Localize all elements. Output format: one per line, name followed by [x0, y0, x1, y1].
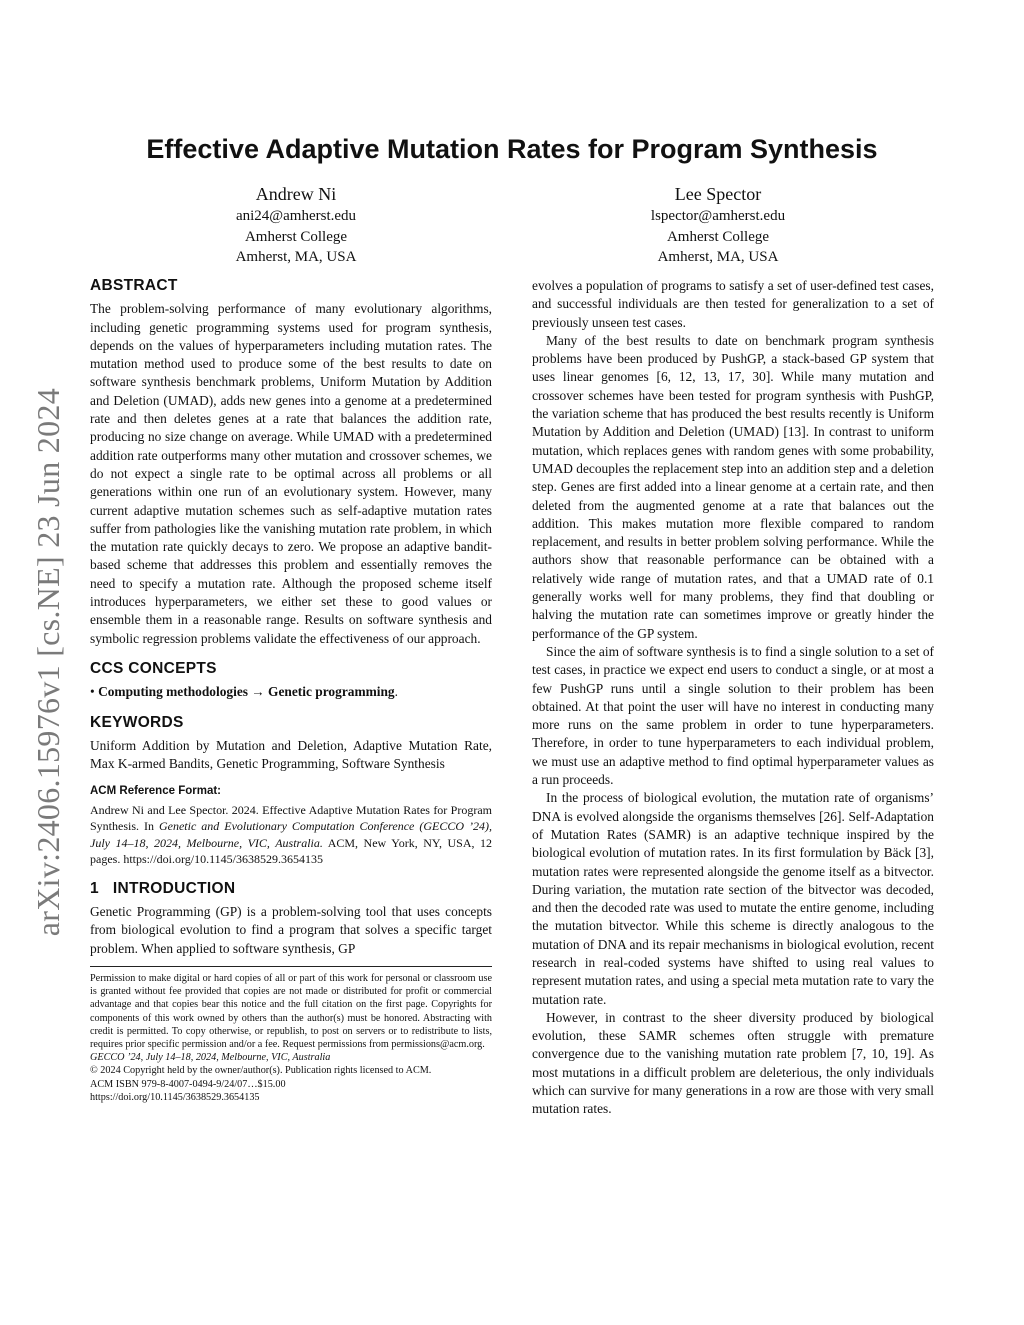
- isbn-line: ACM ISBN 979-8-4007-0494-9/24/07…$15.00: [90, 1078, 286, 1090]
- introduction-paragraph-2: Many of the best results to date on benchmark program synthesis problems have been produced by PushGP, a stack-based GP system that uses linear genomes [6, 12, 13, 17, 30]. While many mutation and crossover schemes have been tested for program synthesis with PushGP, the variation scheme that has produced the best results recently is Uniform Mutation by Addition and Deletion (UMAD) [13]. In contrast to uniform mutation, which replaces genes with random genes with some probability, UMAD decouples the replacement step into an addition step and a deletion step. Genes are first added into a linear genome at a certain rate, and then deleted from the augmented genome at a rate that balances out the addition. This makes mutation more flexible compared to random replacement, and results in better problem solving performance. While the authors show that reasonable performance can be obtained with a relatively wide range of mutation rates, and that a UMAD rate of 0.1 generally works well for many problems, they find that doubling or halving the mutation rate can sometimes improve or greatly hinder the performance of the GP system.: [532, 332, 934, 641]
- ccs-heading: CCS CONCEPTS: [90, 659, 217, 677]
- ccs-concepts: • Computing methodologies → Genetic programming.: [90, 684, 398, 700]
- acm-reference-heading: ACM Reference Format:: [90, 785, 221, 798]
- introduction-paragraph-1: Genetic Programming (GP) is a problem-solving tool that uses concepts from biological evolution to find a program that solves a specific target problem. When applied to software synthesis, GP: [90, 904, 492, 956]
- introduction-heading: 1 INTRODUCTION: [90, 879, 236, 897]
- left-column: [90, 277, 492, 1104]
- author-name: Lee Spector: [674, 184, 762, 204]
- keywords-heading: KEYWORDS: [90, 713, 184, 731]
- author-name: Andrew Ni: [255, 184, 337, 204]
- author-block-1: [136, 182, 456, 268]
- author-affiliation: Amherst College: [666, 228, 770, 245]
- author-email: lspector@amherst.edu: [650, 208, 786, 224]
- acm-reference-venue: Genetic and Evolutionary Computation Conference (GECCO ’24), July 14–18, 2024, Melbourne, VIC, Australia.: [90, 819, 492, 850]
- ccs-concept: Computing methodologies → Genetic programming: [98, 684, 395, 700]
- arxiv-identifier: arXiv:2406.15976v1 [cs.NE] 23 Jun 2024: [29, 388, 66, 937]
- author-location: Amherst, MA, USA: [235, 249, 357, 265]
- arxiv-watermark: [28, 0, 68, 1325]
- permission-notice: Permission to make digital or hard copies of all or part of this work for personal or classroom use is granted without fee provided that copies are not made or distributed for profit or commercial advantage and that copies bear this notice and the full citation on the first page. Copyrights for components of this work owned by others than the author(s) must be honored. Abstracting with credit is permitted. To copy otherwise, or republish, to post on servers or to redistribute to lists, requires prior specific permission and/or a fee. Request permissions from permissions@acm.org.: [90, 972, 492, 1050]
- abstract-heading: ABSTRACT: [90, 277, 178, 294]
- doi-line: https://doi.org/10.1145/3638529.3654135: [90, 1091, 260, 1103]
- author-affiliation: Amherst College: [244, 228, 348, 245]
- author-email: ani24@amherst.edu: [235, 208, 357, 224]
- introduction-paragraph-1-continued: evolves a population of programs to satisfy a set of user-defined test cases, and successful individuals are then tested for generalization to a set of previously unseen test cases.: [532, 278, 934, 330]
- abstract-text: The problem-solving performance of many evolutionary algorithms, including genetic programming systems used for program synthesis, depends on the values of hyperparameters including mutation rates. The mutation method used to produce some of the best results to date on software synthesis benchmark problems, Uniform Mutation by Addition and Deletion (UMAD), adds new genes into a genome at a predetermined rate and then deletes genes at a rate that balances the addition rate, producing no size change on average. While UMAD with a predetermined addition rate outperforms many other mutation and crossover schemes, we do not expect a single rate to be optimal across all problems or all generations within one run of an evolutionary system. However, many current adaptive mutation schemes such as self-adaptive mutation rates suffer from pathologies like the vanishing mutation rate problem, in which the mutation rate quickly decays to zero. We propose an adaptive bandit-based scheme that addresses this problem and essentially removes the need to specify a mutation rate. Although the proposed scheme itself introduces hyperparameters, we either set these to good values or ensemble them in a reasonable range. Results on software synthesis and symbolic regression problems validate the effectiveness of our approach.: [90, 301, 492, 646]
- conference-line: GECCO ’24, July 14–18, 2024, Melbourne, VIC, Australia: [90, 1052, 331, 1064]
- introduction-paragraph-4: In the process of biological evolution, the mutation rate of organisms’ DNA is evolved alongside the organisms themselves [26]. Self-Adaptation of Mutation Rates (SAMR) is an adaptive technique inspired by the biological evolution of mutation rates. In its first formulation by Bäck [3], mutation rates were represented alongside the genome itself as a bitvector. During variation, the mutation rate section of the bitvector was decoded, and then the decoded rate was used to mutate the entire genome, including the mutation bitvector. While this scheme is directly analogous to the mutation of DNA and its repair mechanisms in biological evolution, recent research in real-coded systems have shifted to using real values to represent mutation rates, and using a special meta mutation rate to vary the mutation rate.: [532, 790, 934, 1007]
- right-column: [532, 277, 934, 1119]
- author-location: Amherst, MA, USA: [657, 249, 779, 265]
- keywords-text: Uniform Addition by Mutation and Deletion, Adaptive Mutation Rate, Max K-armed Bandits, Genetic Programming, Software Synthesis: [90, 737, 492, 772]
- ccs-bullet: •: [90, 684, 95, 700]
- paper-title: Effective Adaptive Mutation Rates for Program Synthesis: [146, 134, 878, 164]
- footnote-divider: [90, 966, 492, 967]
- introduction-paragraph-3: Since the aim of software synthesis is to find a single solution to a set of test cases, in practice we expect end users to conduct a single, or at most a few PushGP runs until a single solution to their problem has been obtained. At that point the user will have no interest in conducting many more runs on the same problem in order to tune hyperparameters. Therefore, in order to tune hyperparameters to each individual problem, we must use an adaptive method to find optimal hyperparameter values as a run proceeds.: [532, 643, 934, 788]
- acm-reference-text: Andrew Ni and Lee Spector. 2024. Effective Adaptive Mutation Rates for Program Synthesis. In Genetic and Evolutionary Computation Conference (GECCO ’24), July 14–18, 2024, Melbourne, VIC, Australia. ACM, New York, NY, USA, 12 pages. https://doi.org/10.1145/3638529.3654135: [90, 802, 492, 867]
- introduction-paragraph-5: However, in contrast to the sheer diversity produced by biological evolution, these SAMR schemes often struggle with premature convergence due to the vanishing mutation rate problem [7, 10, 19]. As most mutations in a difficult problem are deleterious, the only individuals which can survive for many generations in a row are those with very small mutation rates.: [532, 1009, 934, 1117]
- author-block-2: [558, 182, 878, 268]
- copyright-line: © 2024 Copyright held by the owner/author(s). Publication rights licensed to ACM.: [90, 1065, 432, 1077]
